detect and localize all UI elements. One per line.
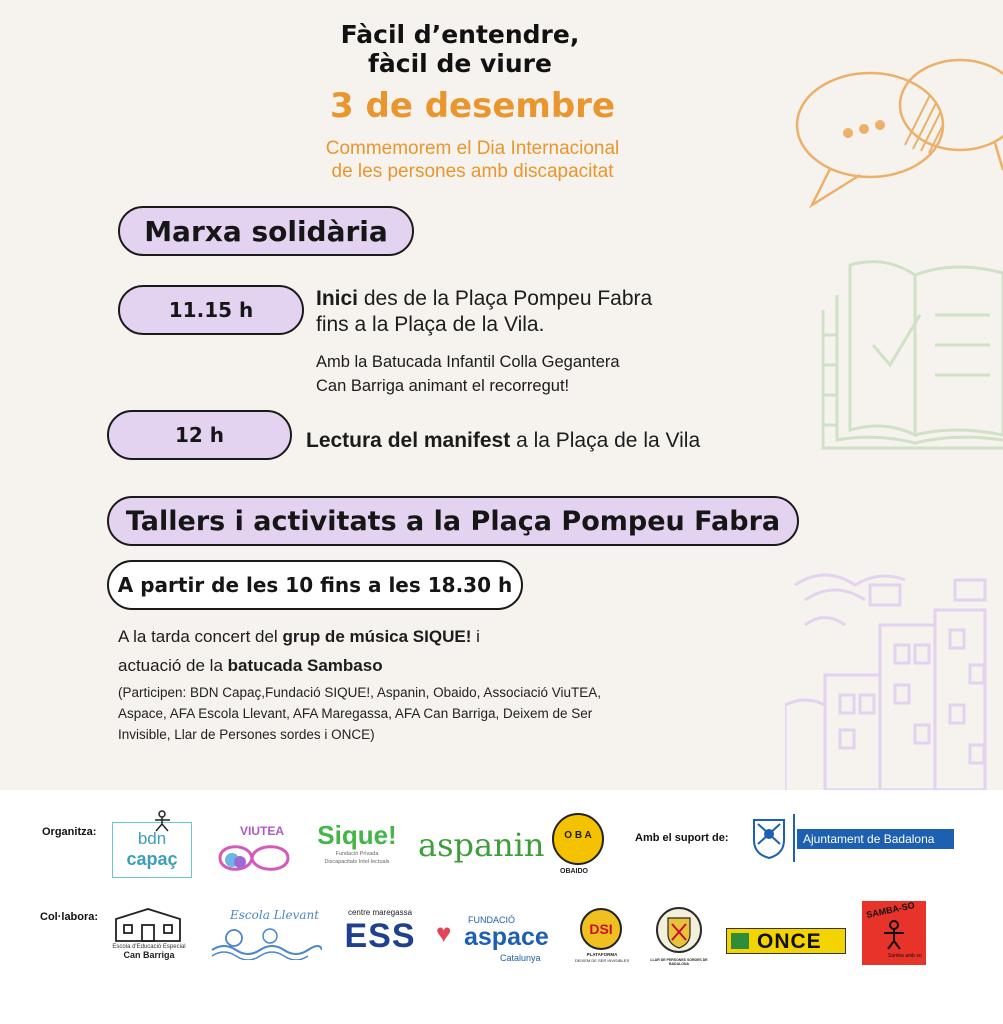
march-start-line2: fins a la Plaça de la Vila. <box>316 313 545 336</box>
concert-end: i <box>471 627 480 646</box>
batucada-bold: batucada Sambaso <box>227 656 383 675</box>
school-building-icon <box>112 905 184 943</box>
concert-text: A la tarda concert del <box>118 627 283 646</box>
sambaso-sub: Samba amb so <box>888 953 922 959</box>
concert-bold: grup de música SIQUE! <box>282 627 472 646</box>
march-start-bold: Inici <box>316 287 359 310</box>
aspace-text: aspace <box>464 923 549 951</box>
llar-sordes-logo <box>650 904 708 966</box>
walking-figure-icon <box>731 933 749 949</box>
sique-sub2: Discapacitats Intel·lectuals <box>324 859 390 865</box>
once-logo <box>726 928 846 954</box>
sambaso-logo <box>862 901 926 965</box>
workshops-description <box>118 622 480 680</box>
workshops-hours: A partir de les 10 fins a les 18.30 h <box>107 560 523 610</box>
dsi-text: DSI <box>580 908 622 950</box>
march-start-text <box>316 286 652 338</box>
march-note <box>316 350 620 398</box>
ess-text: ESS <box>344 917 416 955</box>
manifest-rest: a la Plaça de la Vila <box>510 429 701 452</box>
participants-line1: (Participen: BDN Capaç,Fundació SIQUE!, Aspanin, Obaido, Associació ViuTEA, <box>118 685 601 700</box>
sique-logo <box>312 820 402 876</box>
participants-list <box>118 682 601 745</box>
speech-bubbles-icon <box>790 45 1003 215</box>
can-barriga-name: Can Barriga <box>123 950 175 960</box>
capac-text: capaç <box>126 849 178 869</box>
page-title <box>0 20 920 78</box>
escola-llevant-logo <box>210 908 322 960</box>
obaido-letters: O B A <box>564 830 592 841</box>
once-text: ONCE <box>757 930 822 953</box>
organitza-label: Organitza: <box>42 826 97 838</box>
stick-figure-icon <box>150 810 180 832</box>
viutea-logo <box>210 820 294 880</box>
aspanin-logo: aspanin <box>418 826 545 864</box>
aspace-top: FUNDACIÓ <box>468 915 515 925</box>
workshops-heading: Tallers i activitats a la Plaça Pompeu Fabra <box>107 496 799 546</box>
manifest-text <box>306 428 700 454</box>
dsi-sub2: DEIXEM DE SER INVISIBLES <box>574 958 630 963</box>
can-barriga-sub: Escola d'Educació Especial <box>112 944 186 950</box>
bdn-text: bdn <box>137 829 167 848</box>
manifest-time: 12 h <box>107 410 292 460</box>
infinity-icon <box>210 838 294 878</box>
march-note-line2: Can Barriga animant el recorregut! <box>316 377 570 395</box>
batucada-text: actuació de la <box>118 656 228 675</box>
drummer-icon <box>878 919 910 951</box>
subtitle-line-1: Commemorem el Dia Internacional <box>325 138 620 159</box>
event-date: 3 de desembre <box>329 86 615 126</box>
subtitle-line-2: de les persones amb discapacitat <box>331 161 614 182</box>
sique-sub1: Fundació Privada <box>335 851 379 857</box>
participants-line3: Invisible, Llar de Persones sordes i ONCE) <box>118 727 375 742</box>
sambaso-text: SAMBA-SO <box>865 900 916 920</box>
open-book-icon <box>815 255 1003 450</box>
badalona-divider <box>793 814 795 862</box>
obaido-text: OBAIDO <box>560 868 588 875</box>
llar-text: LLAR DE PERSONES SORDES DE BADALONA <box>650 958 708 966</box>
viutea-text: VIUTEA <box>240 824 285 838</box>
ess-top: centre maregassa <box>347 908 413 917</box>
badalona-logo: Ajuntament de Badalona <box>797 829 954 849</box>
participants-line2: Aspace, AFA Escola Llevant, AFA Maregassa, AFA Can Barriga, Deixem de Ser <box>118 706 593 721</box>
obaido-logo <box>552 813 604 865</box>
suport-label: Amb el suport de: <box>635 832 729 844</box>
can-barriga-logo <box>108 944 190 960</box>
march-heading: Marxa solidària <box>118 206 414 256</box>
manifest-bold: Lectura del manifest <box>306 429 511 452</box>
march-start-rest: des de la Plaça Pompeu Fabra <box>358 287 653 310</box>
sique-text: Sique! <box>317 820 397 850</box>
crest-icon <box>654 904 704 960</box>
dsi-logo <box>572 908 632 963</box>
aspace-sub: Catalunya <box>500 953 541 963</box>
waves-sun-icon <box>210 922 322 960</box>
colabora-label: Col·labora: <box>40 911 99 923</box>
ess-logo <box>340 908 420 955</box>
march-start-time: 11.15 h <box>118 285 304 335</box>
dsi-sub1: PLATAFORMA <box>586 952 618 957</box>
heart-icon: ♥ <box>436 918 452 948</box>
march-note-line1: Amb la Batucada Infantil Colla Gegantera <box>316 353 620 371</box>
llevant-text: Escola Llevant <box>230 908 320 922</box>
badalona-crest-icon <box>750 816 788 860</box>
title-line-2: fàcil de viure <box>368 49 552 78</box>
city-buildings-icon <box>785 555 1003 790</box>
title-line-1: Fàcil d’entendre, <box>340 20 580 49</box>
